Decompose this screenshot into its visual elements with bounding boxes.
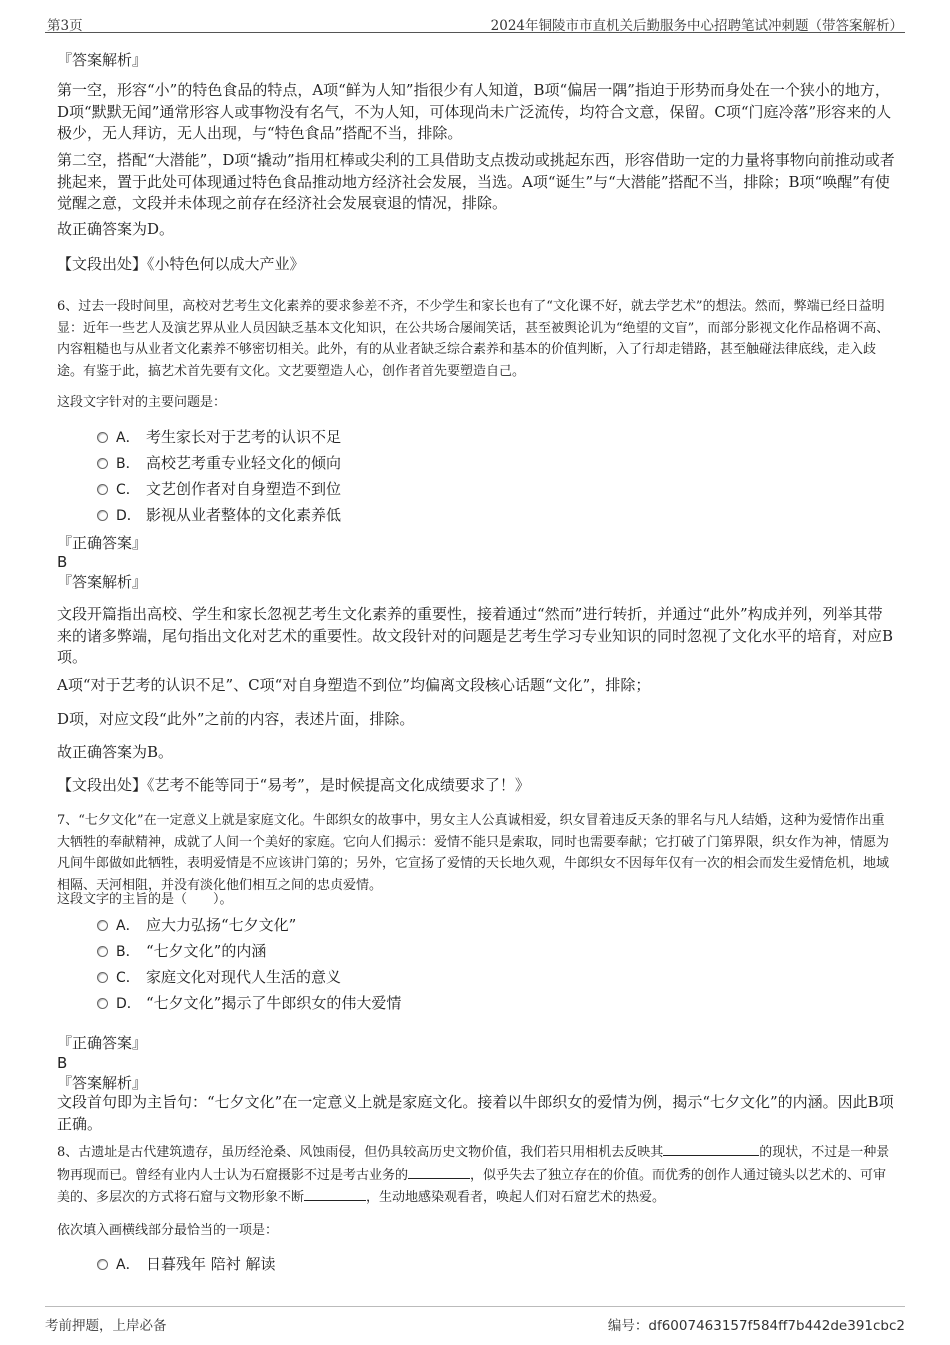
q6-option-c-text: 文艺创作者对自身塑造不到位 — [146, 480, 342, 498]
radio-icon[interactable] — [97, 998, 108, 1009]
q6-option-b-letter: B． — [116, 456, 140, 472]
q7-option-c-text: 家庭文化对现代人生活的意义 — [146, 968, 342, 986]
q6-option-b-text: 高校艺考重专业轻文化的倾向 — [146, 454, 342, 472]
q6-conclusion: 故正确答案为B。 — [57, 743, 174, 761]
q6-analysis-para1: 文段开篇指出高校、学生和家长忽视艺考生文化素养的重要性，接着通过“然而”进行转折，并通过“此外”构成并列，列举其带来的诸多弊端，尾句指出文化对艺术的重要性。故文段针对的问题是艺考生学习专业知识的同时忽视了文化水平的培育，对应B项。 — [57, 605, 894, 666]
q7-analysis-label: 『答案解析』 — [57, 1074, 148, 1092]
radio-icon[interactable] — [97, 920, 108, 931]
q7-option-c-letter: C． — [116, 970, 140, 986]
radio-icon[interactable] — [97, 972, 108, 983]
q8-stem-part-a: 8、古遗址是古代建筑遗存，虽历经沧桑、风蚀雨侵，但仍具较高历史文物价值，我们若只用相机去反映其 — [57, 1145, 664, 1160]
radio-icon[interactable] — [97, 510, 108, 521]
document-id-label: 编号： — [607, 1318, 649, 1334]
q8-stem — [57, 1141, 897, 1209]
radio-icon[interactable] — [97, 458, 108, 469]
q6-option-a[interactable] — [97, 426, 341, 448]
q7-analysis-para1: 文段首句即为主旨句：“七夕文化”在一定意义上就是家庭文化。接着以牛郎织女的爱情为例，揭示“七夕文化”的内涵。因此B项正确。 — [57, 1093, 894, 1133]
q6-option-a-text: 考生家长对于艺考的认识不足 — [146, 428, 342, 446]
q7-option-a[interactable] — [97, 914, 296, 936]
q7-option-d[interactable] — [97, 992, 401, 1014]
q8-blank-2 — [408, 1164, 470, 1179]
q6-option-a-letter: A． — [116, 430, 140, 446]
radio-icon[interactable] — [97, 484, 108, 495]
q5-analysis-para1: 第一空，形容“小”的特色食品的特点，A项“鲜为人知”指很少有人知道，B项“偏居一隅”指迫于形势而身处在一个狭小的地方，D项“默默无闻”通常形容人或事物没有名气，不为人知，可体现尚未广泛流传，均符合文意，保留。C项“门庭冷落”形容来的人极少，无人拜访，无人出现，与“特色食品”搭配不当，排除。 — [57, 81, 892, 142]
q5-source: 【文段出处】《小特色何以成大产业》 — [57, 255, 305, 273]
q7-option-a-letter: A． — [116, 918, 140, 934]
document-title: 2024年铜陵市市直机关后勤服务中心招聘笔试冲刺题（带答案解析） — [490, 18, 903, 34]
q6-analysis-para2: A项“对于艺考的认识不足”、C项“对自身塑造不到位”均偏离文段核心话题“文化”，排除； — [57, 676, 651, 694]
q6-correct-label: 『正确答案』 — [57, 534, 148, 552]
q6-analysis-para3: D项，对应文段“此外”之前的内容，表述片面，排除。 — [57, 710, 415, 728]
page-header — [45, 8, 905, 33]
page-footer — [45, 1306, 905, 1337]
q7-correct-label: 『正确答案』 — [57, 1034, 148, 1052]
radio-icon[interactable] — [97, 432, 108, 443]
q6-correct-answer: B — [57, 553, 68, 571]
q8-blank-1 — [663, 1141, 759, 1156]
q5-analysis-para2: 第二空，搭配“大潜能”，D项“撬动”指用杠棒或尖利的工具借助支点拨动或挑起东西，形容借助一定的力量将事物向前推动或者挑起来，置于此处可体现通过特色食品推动地方经济社会发展，当选。A项“诞生”与“大潜能”搭配不当，排除；B项“唤醒”有使觉醒之意，文段并未体现之前存在经济社会发展衰退的情况，排除。 — [57, 151, 895, 212]
q7-option-b-text: “七夕文化”的内涵 — [146, 942, 267, 960]
q8-blank-3 — [304, 1186, 366, 1201]
q6-question: 这段文字针对的主要问题是： — [57, 395, 227, 410]
q5-analysis-label: 『答案解析』 — [57, 51, 148, 69]
q7-option-d-letter: D． — [116, 996, 141, 1012]
q7-option-b-letter: B． — [116, 944, 140, 960]
radio-icon[interactable] — [97, 1259, 108, 1270]
document-id-code: df6007463157f584ff7b442de391cbc2 — [648, 1318, 905, 1334]
q5-conclusion: 故正确答案为D。 — [57, 220, 175, 238]
q6-option-b[interactable] — [97, 452, 341, 474]
q8-stem-part-b: 的现状，不过是一种景物再现而已。曾经有业内人士认为石窟摄影不过是考古业务的 — [57, 1145, 890, 1183]
q8-stem-part-d: ，生动地感染观看者，唤起人们对石窟艺术的热爱。 — [366, 1190, 666, 1205]
q6-option-c[interactable] — [97, 478, 341, 500]
q6-option-d-text: 影视从业者整体的文化素养低 — [146, 506, 342, 524]
q6-option-c-letter: C． — [116, 482, 140, 498]
page-number: 第3页 — [47, 18, 83, 34]
q7-question: 这段文字的主旨的是（ ）。 — [57, 892, 233, 907]
q7-option-a-text: 应大力弘扬“七夕文化” — [146, 916, 297, 934]
q8-stem-part-c: ，似乎失去了独立存在的价值。而优秀的创作人通过镜头以艺术的、可审美的、多层次的方式将石窟与文物形象不断 — [57, 1167, 887, 1205]
q6-option-d[interactable] — [97, 504, 341, 526]
footer-slogan: 考前押题，上岸必备 — [45, 1318, 167, 1334]
q7-option-c[interactable] — [97, 966, 341, 988]
q6-option-d-letter: D． — [116, 508, 141, 524]
q6-analysis-label: 『答案解析』 — [57, 573, 148, 591]
q6-stem: 6、过去一段时间里，高校对艺考生文化素养的要求参差不齐，不少学生和家长也有了“文化课不好，就去学艺术”的想法。然而，弊端已经日益明显：近年一些艺人及演艺界从业人员因缺乏基本文化知识，在公共场合屡闹笑话，甚至被舆论讥为“绝望的文盲”，而部分影视文化作品格调不高、内容粗糙也与从业者文化素养不够密切相关。此外，有的从业者缺乏综合素养和基本的价值判断，入了行却走错路，甚至触碰法律底线，走入歧途。有鉴于此，搞艺术首先要有文化。文艺要塑造人心，创作者首先要塑造自己。 — [57, 299, 890, 379]
q8-option-a-text: 日暮残年 陪衬 解读 — [146, 1255, 276, 1273]
document-id — [608, 1314, 905, 1334]
q7-correct-answer: B — [57, 1054, 68, 1072]
q8-option-a-letter: A． — [116, 1257, 140, 1273]
q8-question: 依次填入画横线部分最恰当的一项是： — [57, 1223, 279, 1238]
q6-source: 【文段出处】《艺考不能等同于“易考”，是时候提高文化成绩要求了！》 — [57, 776, 530, 794]
q7-option-d-text: “七夕文化”揭示了牛郎织女的伟大爱情 — [146, 994, 402, 1012]
q8-option-a[interactable] — [97, 1253, 276, 1275]
q7-stem: 7、“七夕文化”在一定意义上就是家庭文化。牛郎织女的故事中，男女主人公真诚相爱，织女冒着违反天条的罪名与凡人结婚，这种为爱情作出重大牺牲的奉献精神，成就了人间一个美好的家庭。它向人们揭示：爱情不能只是索取，同时也需要奉献；它打破了门第界限，织女作为神，情愿为凡间牛郎做如此牺牲，表明爱情是不应该讲门第的；另外，它宣扬了爱情的天长地久观，牛郎织女不因每年仅有一次的相会而发生爱情危机，地域相隔、天河相阻，并没有淡化他们相互之间的忠贞爱情。 — [57, 813, 890, 893]
q7-option-b[interactable] — [97, 940, 266, 962]
radio-icon[interactable] — [97, 946, 108, 957]
